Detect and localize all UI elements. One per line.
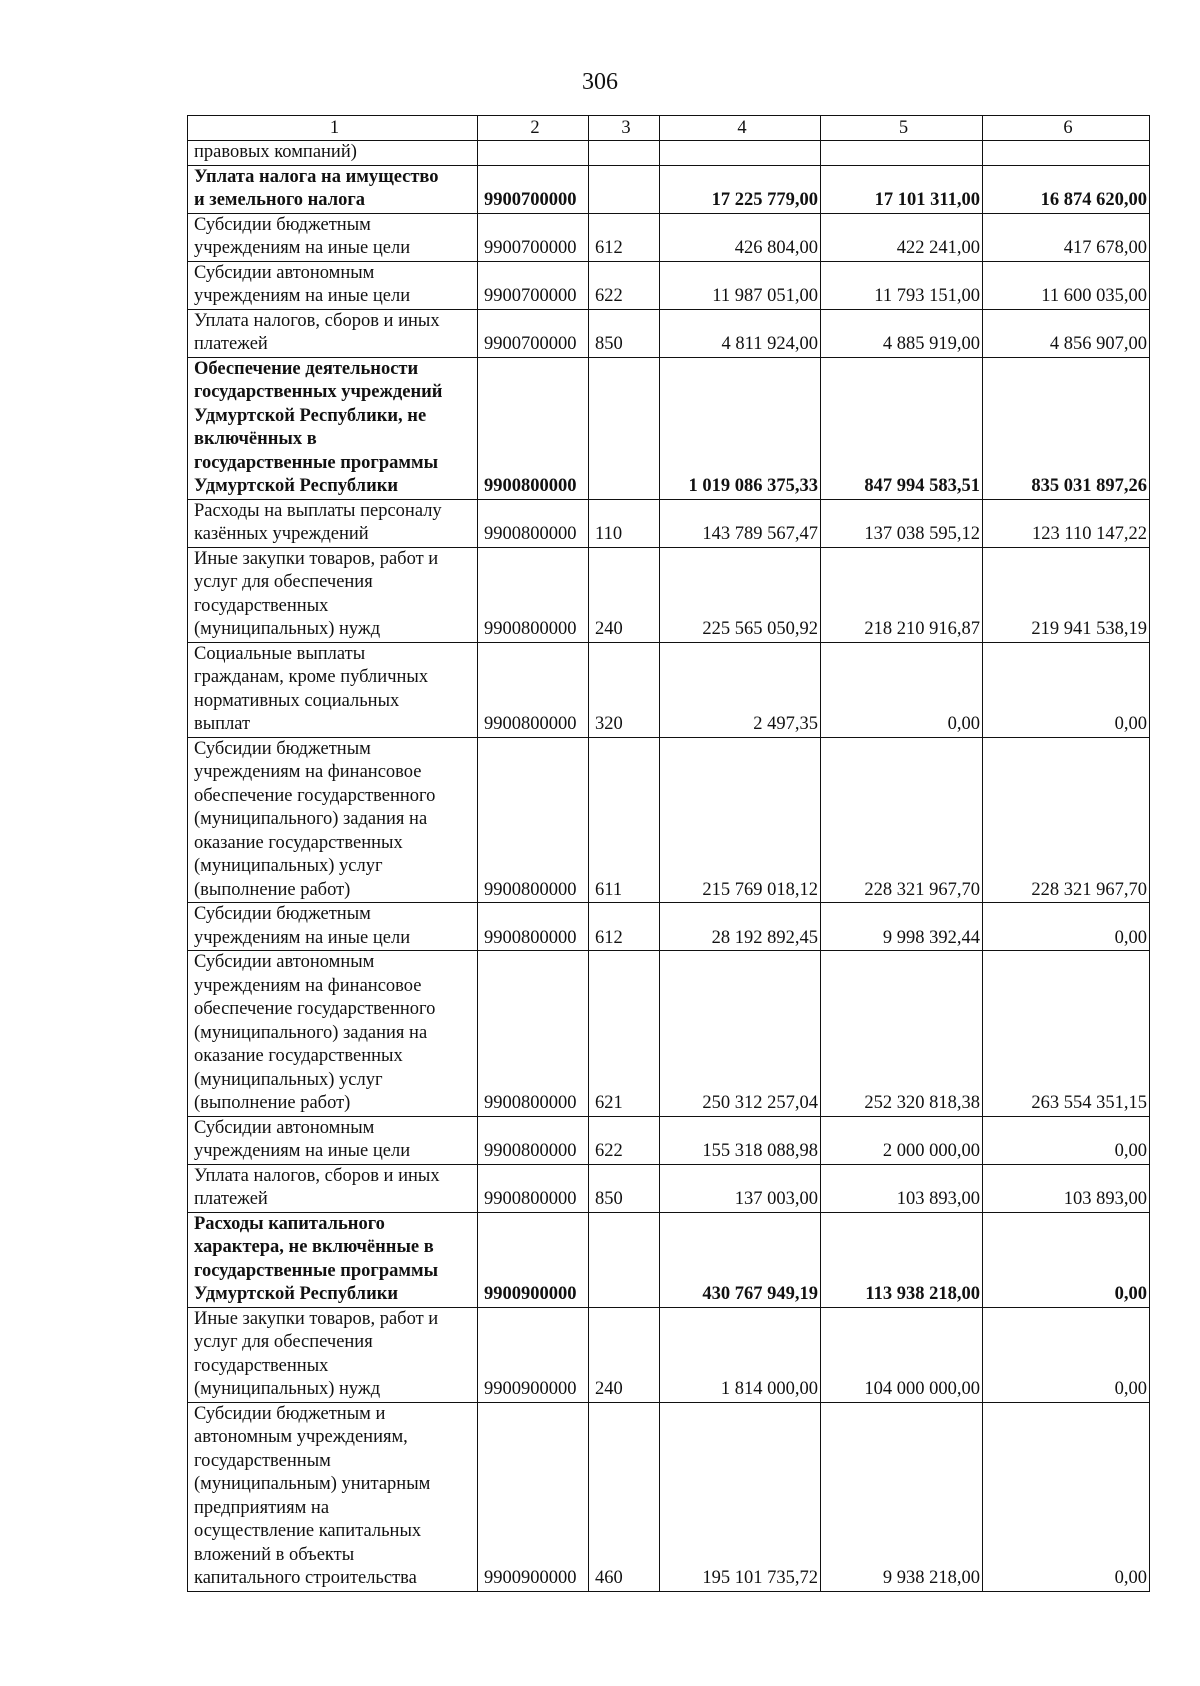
row-code-cell: 9900700000 [478,309,589,357]
row-expense-type-cell [589,141,660,166]
row-expense-type-cell: 622 [589,261,660,309]
row-value-col4-cell: 4 811 924,00 [660,309,821,357]
row-code-cell: 9900700000 [478,213,589,261]
row-value-col4-cell [660,141,821,166]
table-row [188,261,1150,309]
row-name-cell: Расходы на выплаты персоналу казённых учреждений [188,499,478,547]
row-name-cell: Субсидии бюджетным учреждениям на иные цели [188,903,478,951]
row-value-col5-cell: 104 000 000,00 [821,1307,983,1402]
row-expense-type-cell: 110 [589,499,660,547]
row-code-cell: 9900800000 [478,357,589,499]
row-expense-type-cell: 611 [589,737,660,903]
row-name-cell: Обеспечение деятельности государственных учреждений Удмуртской Республики, не включённых в государственные программы Удмуртской Республики [188,357,478,499]
row-expense-type-cell [589,357,660,499]
table-row [188,1116,1150,1164]
row-name-cell: Субсидии бюджетным и автономным учреждениям, государственным (муниципальным) унитарным предприятиям на осуществление капитальных вложений в объекты капитального строительства [188,1402,478,1591]
row-value-col4-cell: 430 767 949,19 [660,1212,821,1307]
row-value-col4-cell: 11 987 051,00 [660,261,821,309]
row-code-cell: 9900800000 [478,642,589,737]
table-row [188,165,1150,213]
row-name-cell: Уплата налогов, сборов и иных платежей [188,309,478,357]
row-code-cell: 9900900000 [478,1402,589,1591]
row-value-col4-cell: 195 101 735,72 [660,1402,821,1591]
row-value-col5-cell: 422 241,00 [821,213,983,261]
row-name-cell: Субсидии бюджетным учреждениям на иные цели [188,213,478,261]
table-body [188,141,1150,1592]
row-value-col6-cell: 0,00 [983,903,1150,951]
row-value-col6-cell: 0,00 [983,642,1150,737]
row-value-col4-cell: 225 565 050,92 [660,547,821,642]
row-expense-type-cell: 240 [589,547,660,642]
row-value-col4-cell: 250 312 257,04 [660,951,821,1117]
table-row [188,499,1150,547]
row-expense-type-cell: 850 [589,1164,660,1212]
row-value-col6-cell [983,141,1150,166]
header-cell-2: 2 [478,116,589,141]
row-value-col5-cell: 847 994 583,51 [821,357,983,499]
table-row [188,309,1150,357]
row-value-col5-cell: 103 893,00 [821,1164,983,1212]
row-value-col4-cell: 215 769 018,12 [660,737,821,903]
row-name-cell: правовых компаний) [188,141,478,166]
row-value-col4-cell: 137 003,00 [660,1164,821,1212]
row-code-cell: 9900800000 [478,1164,589,1212]
header-cell-3: 3 [589,116,660,141]
table-row [188,951,1150,1117]
row-code-cell: 9900900000 [478,1307,589,1402]
row-code-cell: 9900800000 [478,903,589,951]
row-value-col4-cell: 2 497,35 [660,642,821,737]
table-row [188,1307,1150,1402]
row-value-col4-cell: 1 814 000,00 [660,1307,821,1402]
row-value-col4-cell: 28 192 892,45 [660,903,821,951]
row-name-cell: Иные закупки товаров, работ и услуг для обеспечения государственных (муниципальных) нужд [188,1307,478,1402]
table-row [188,1402,1150,1591]
row-value-col5-cell [821,141,983,166]
row-expense-type-cell: 621 [589,951,660,1117]
table-row [188,737,1150,903]
row-value-col5-cell: 2 000 000,00 [821,1116,983,1164]
row-value-col4-cell: 155 318 088,98 [660,1116,821,1164]
row-code-cell: 9900700000 [478,261,589,309]
row-expense-type-cell: 612 [589,903,660,951]
row-value-col6-cell: 0,00 [983,1116,1150,1164]
row-value-col5-cell: 9 998 392,44 [821,903,983,951]
table-row [188,1164,1150,1212]
header-cell-5: 5 [821,116,983,141]
row-name-cell: Уплата налога на имущество и земельного налога [188,165,478,213]
row-name-cell: Субсидии автономным учреждениям на иные цели [188,1116,478,1164]
row-value-col5-cell: 252 320 818,38 [821,951,983,1117]
row-value-col5-cell: 9 938 218,00 [821,1402,983,1591]
row-value-col5-cell: 113 938 218,00 [821,1212,983,1307]
row-code-cell: 9900800000 [478,547,589,642]
row-code-cell: 9900700000 [478,165,589,213]
row-value-col5-cell: 228 321 967,70 [821,737,983,903]
row-code-cell [478,141,589,166]
row-name-cell: Иные закупки товаров, работ и услуг для обеспечения государственных (муниципальных) нужд [188,547,478,642]
table-row [188,642,1150,737]
row-expense-type-cell: 612 [589,213,660,261]
row-value-col4-cell: 426 804,00 [660,213,821,261]
row-value-col4-cell: 1 019 086 375,33 [660,357,821,499]
row-name-cell: Расходы капитального характера, не включённые в государственные программы Удмуртской Республики [188,1212,478,1307]
row-value-col4-cell: 17 225 779,00 [660,165,821,213]
page-number: 306 [582,69,618,95]
row-value-col6-cell: 417 678,00 [983,213,1150,261]
header-cell-1: 1 [188,116,478,141]
row-value-col6-cell: 4 856 907,00 [983,309,1150,357]
row-value-col4-cell: 143 789 567,47 [660,499,821,547]
row-value-col5-cell: 218 210 916,87 [821,547,983,642]
row-value-col6-cell: 16 874 620,00 [983,165,1150,213]
row-name-cell: Субсидии автономным учреждениям на финансовое обеспечение государственного (муниципального) задания на оказание государственных (муниципальных) услуг (выполнение работ) [188,951,478,1117]
row-expense-type-cell: 460 [589,1402,660,1591]
row-expense-type-cell: 622 [589,1116,660,1164]
row-value-col6-cell: 263 554 351,15 [983,951,1150,1117]
row-code-cell: 9900800000 [478,951,589,1117]
row-value-col5-cell: 11 793 151,00 [821,261,983,309]
row-value-col5-cell: 17 101 311,00 [821,165,983,213]
row-code-cell: 9900800000 [478,499,589,547]
row-name-cell: Субсидии автономным учреждениям на иные цели [188,261,478,309]
row-value-col6-cell: 835 031 897,26 [983,357,1150,499]
row-name-cell: Социальные выплаты гражданам, кроме публичных нормативных социальных выплат [188,642,478,737]
row-expense-type-cell: 240 [589,1307,660,1402]
row-value-col6-cell: 228 321 967,70 [983,737,1150,903]
table-row [188,903,1150,951]
row-value-col6-cell: 103 893,00 [983,1164,1150,1212]
row-code-cell: 9900800000 [478,737,589,903]
table-row [188,141,1150,166]
row-expense-type-cell [589,165,660,213]
table-row [188,213,1150,261]
row-expense-type-cell: 850 [589,309,660,357]
row-value-col6-cell: 123 110 147,22 [983,499,1150,547]
row-value-col6-cell: 219 941 538,19 [983,547,1150,642]
budget-table [187,115,1150,1592]
row-value-col5-cell: 4 885 919,00 [821,309,983,357]
row-value-col5-cell: 137 038 595,12 [821,499,983,547]
row-code-cell: 9900900000 [478,1212,589,1307]
table-row [188,357,1150,499]
row-code-cell: 9900800000 [478,1116,589,1164]
header-cell-4: 4 [660,116,821,141]
row-expense-type-cell: 320 [589,642,660,737]
row-value-col5-cell: 0,00 [821,642,983,737]
row-value-col6-cell: 0,00 [983,1307,1150,1402]
row-value-col6-cell: 11 600 035,00 [983,261,1150,309]
table-row [188,547,1150,642]
row-name-cell: Субсидии бюджетным учреждениям на финансовое обеспечение государственного (муниципального) задания на оказание государственных (муниципальных) услуг (выполнение работ) [188,737,478,903]
row-name-cell: Уплата налогов, сборов и иных платежей [188,1164,478,1212]
row-value-col6-cell: 0,00 [983,1212,1150,1307]
table-row [188,1212,1150,1307]
row-expense-type-cell [589,1212,660,1307]
row-value-col6-cell: 0,00 [983,1402,1150,1591]
header-row [188,116,1150,141]
header-cell-6: 6 [983,116,1150,141]
